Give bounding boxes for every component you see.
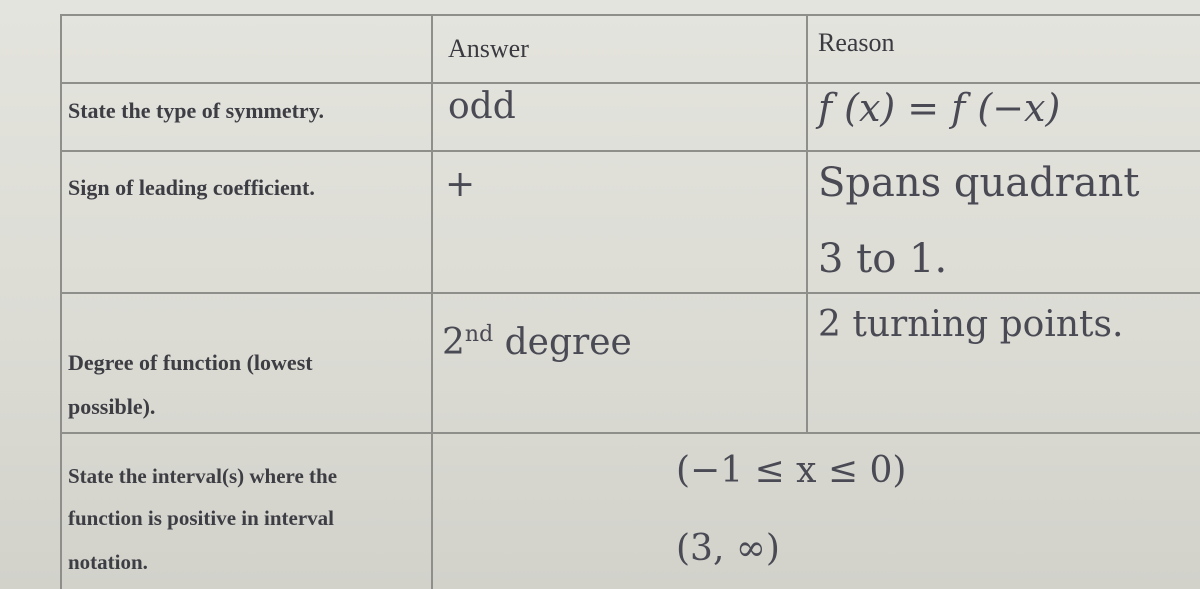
- degree-question-line2: possible).: [68, 394, 156, 419]
- degree-reason: 2 turning points.: [818, 304, 1124, 345]
- interval-answer-line2: (3, ∞): [676, 528, 780, 569]
- answer-column-divider: [431, 14, 433, 589]
- leading-reason-line2: 3 to 1.: [818, 236, 948, 282]
- row1-divider: [60, 150, 1200, 152]
- degree-question-line1: Degree of function (lowest: [68, 350, 313, 375]
- symmetry-question: State the type of symmetry.: [68, 98, 324, 123]
- reason-header: Reason: [818, 28, 895, 57]
- interval-question-line1: State the interval(s) where the: [68, 464, 338, 488]
- leading-coefficient-answer: +: [445, 164, 476, 205]
- interval-question-line3: notation.: [68, 550, 148, 574]
- answer-header: Answer: [448, 34, 529, 63]
- degree-answer-number: 2: [442, 322, 465, 363]
- leading-reason-line1: Spans quadrant: [818, 160, 1140, 206]
- header-divider: [60, 82, 1200, 84]
- leading-coefficient-question: Sign of leading coefficient.: [68, 175, 315, 200]
- symmetry-answer: odd: [448, 86, 516, 127]
- interval-answer-line1: (−1 ≤ x ≤ 0): [676, 450, 907, 491]
- top-border: [60, 14, 1200, 16]
- reason-column-divider: [806, 14, 808, 434]
- row2-divider: [60, 292, 1200, 294]
- degree-answer-ordinal: nd: [464, 322, 494, 347]
- row3-divider: [60, 432, 1200, 434]
- symmetry-reason: f (x) = f (−x): [818, 86, 1061, 130]
- degree-answer-word: degree: [504, 322, 632, 363]
- degree-answer: [442, 322, 632, 363]
- left-border: [60, 14, 62, 589]
- interval-question-line2: function is positive in interval: [68, 506, 335, 530]
